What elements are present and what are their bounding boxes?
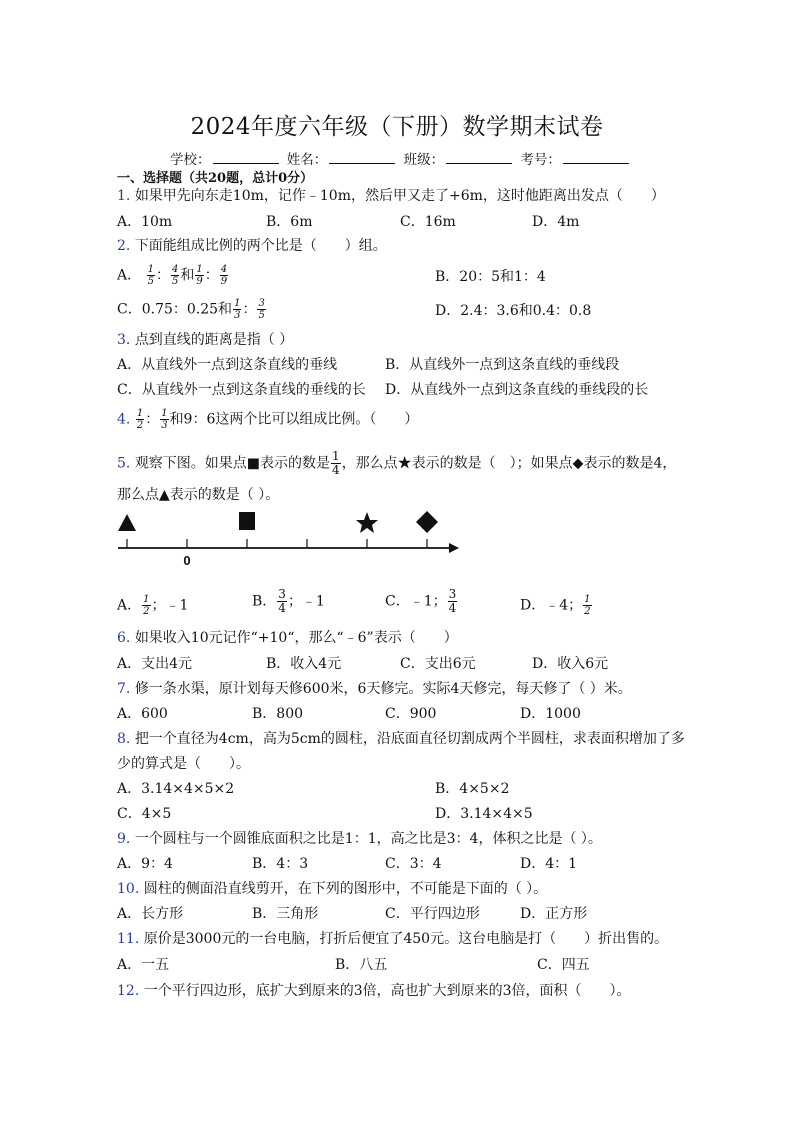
- q5-option-c[interactable]: [385, 588, 458, 615]
- q10-option-b[interactable]: B．三角形: [252, 906, 319, 922]
- question-6: [117, 629, 458, 647]
- triangle-marker-icon: [118, 514, 136, 531]
- question-9: [117, 830, 602, 848]
- q10-option-a[interactable]: A．长方形: [117, 906, 184, 922]
- q9-option-b[interactable]: B．4：3: [252, 856, 309, 872]
- question-text: 修一条水渠，原计划每天修600米，6天修完。实际4天修完，每天修了（ ）米。: [134, 681, 632, 697]
- option-prefix: A．: [117, 267, 142, 284]
- q7-option-a[interactable]: A．600: [117, 706, 168, 722]
- q2-option-d[interactable]: D．2.4：3.6和0.4：0.8: [435, 303, 592, 319]
- question-number: 5.: [117, 455, 131, 472]
- q9-option-c[interactable]: C．3：4: [385, 856, 442, 872]
- q10-option-c[interactable]: C．平行四边形: [385, 906, 480, 922]
- q6-option-d[interactable]: D．收入6元: [532, 656, 609, 672]
- star-marker-icon: [356, 512, 378, 533]
- question-number: 3.: [117, 332, 131, 348]
- question-number: 12.: [117, 983, 140, 999]
- question-number: 1.: [117, 188, 131, 204]
- question-number: 4.: [117, 411, 131, 428]
- q3-option-b[interactable]: B．从直线外一点到这条直线的垂线段: [385, 357, 620, 373]
- fraction: $\frac{3}{5}$: [258, 298, 265, 321]
- square-marker-icon: [239, 512, 255, 530]
- question-text: 原价是3000元的一台电脑，打折后便宜了450元。这台电脑是打（ ）折出售的。: [143, 931, 669, 947]
- q8-option-c[interactable]: C．4×5: [117, 806, 172, 822]
- q11-option-c[interactable]: C．四五: [537, 957, 590, 973]
- school-blank[interactable]: [213, 150, 279, 164]
- q1-option-b[interactable]: B．6m: [266, 214, 313, 230]
- question-number: 2.: [117, 238, 131, 254]
- axis-arrow-icon: [449, 543, 459, 553]
- question-text: 圆柱的侧面沿直线剪开，在下列的图形中，不可能是下面的（ ）。: [143, 881, 548, 897]
- question-number: 11.: [117, 931, 140, 947]
- option-prefix: C．﹣1；: [385, 593, 447, 610]
- question-text: 如果收入10元记作“+10“，那么“﹣6”表示（ ）: [134, 630, 458, 646]
- q2-option-c[interactable]: C．0.75：0.25和 $\frac{1}{3}$ ： $\frac{3}{5}$: [117, 298, 265, 321]
- fraction: $\frac{1}{2}$: [136, 408, 144, 431]
- q2-option-b[interactable]: B．20：5和1：4: [435, 269, 546, 285]
- fraction: $\frac{4}{5}$: [171, 264, 179, 287]
- question-text: 下面能组成比例的两个比是（ ）组。: [134, 238, 387, 254]
- fraction: $\frac{1}{2}$: [584, 594, 591, 617]
- q9-option-d[interactable]: D．4：1: [520, 856, 578, 872]
- q8-option-b[interactable]: B．4×5×2: [435, 781, 510, 797]
- question-4: 4. $\frac{1}{2}$ ： $\frac{1}{3}$ 和9：6这两个比可以组成比例。（ ）: [117, 408, 419, 431]
- question-text: 一个圆柱与一个圆锥底面积之比是1：1，高之比是3：4，体积之比是（ ）。: [134, 831, 602, 847]
- zero-label: 0: [183, 553, 191, 568]
- school-label: 学校：: [170, 152, 211, 168]
- student-info-line: [170, 148, 633, 168]
- question-text: 和9：6这两个比可以组成比例。（ ）: [169, 411, 419, 428]
- question-3: [117, 331, 293, 349]
- question-7: [117, 680, 632, 698]
- class-blank[interactable]: [446, 150, 512, 164]
- q8-option-d[interactable]: D．3.14×4×5: [435, 806, 533, 822]
- exam-title: 2024年度六年级（下册）数学期末试卷: [190, 114, 604, 140]
- question-text: 如果甲先向东走10m，记作﹣10m，然后甲又走了+6m，这时他距离出发点（ ）: [134, 188, 665, 204]
- id-label: 考号：: [520, 152, 561, 168]
- question-text: 把一个直径为4cm，高为5cm的圆柱，沿底面直径切割成两个半圆柱，求表面积增加了多: [134, 731, 685, 747]
- q7-option-c[interactable]: C．900: [385, 706, 437, 722]
- class-label: 班级：: [403, 152, 445, 168]
- question-number: 8.: [117, 731, 131, 747]
- q1-option-a[interactable]: A．10m: [117, 214, 173, 230]
- fraction: $\frac{1}{3}$: [161, 408, 168, 431]
- q7-option-b[interactable]: B．800: [252, 706, 304, 722]
- question-11: [117, 930, 668, 948]
- fraction: $\frac{3}{4}$: [278, 587, 286, 615]
- q2-option-a[interactable]: A． $\frac{1}{5}$ ： $\frac{4}{5}$ 和 $\frac{1}{9}$ ： $\frac{4}{9}$: [117, 264, 228, 287]
- q8-option-a[interactable]: A．3.14×4×5×2: [117, 781, 235, 797]
- question-10: [117, 880, 547, 898]
- option-prefix: B．: [252, 593, 277, 610]
- name-blank[interactable]: [329, 150, 395, 164]
- question-8: [117, 730, 685, 748]
- q6-option-a[interactable]: A．支出4元: [117, 656, 193, 672]
- q5-option-b[interactable]: B． $\frac{3}{4}$ ；﹣1: [252, 587, 325, 615]
- name-label: 姓名：: [286, 152, 328, 168]
- q6-option-c[interactable]: C．支出6元: [400, 656, 476, 672]
- question-1: [117, 187, 665, 205]
- fraction: $\frac{1}{5}$: [147, 264, 154, 287]
- q10-option-d[interactable]: D．正方形: [520, 906, 588, 922]
- q1-option-d[interactable]: D．4m: [532, 214, 580, 230]
- q6-option-b[interactable]: B．收入4元: [266, 656, 342, 672]
- option-prefix: A．: [117, 597, 142, 614]
- question-text: 点到直线的距离是指（ ）: [134, 332, 294, 348]
- id-blank[interactable]: [563, 150, 629, 164]
- number-line-figure: [110, 505, 470, 575]
- question-8-cont: 少的算式是（ ）。: [117, 756, 250, 772]
- question-5: [117, 450, 676, 477]
- question-text: 观察下图。如果点■表示的数是: [134, 455, 331, 472]
- fraction: $\frac{1}{9}$: [196, 264, 203, 287]
- question-text: ，那么点★表示的数是（ ）；如果点◆表示的数是4，: [341, 455, 677, 472]
- q3-option-c[interactable]: C．从直线外一点到这条直线的垂线的长: [117, 382, 366, 398]
- question-number: 7.: [117, 681, 131, 697]
- q7-option-d[interactable]: D．1000: [520, 706, 581, 722]
- question-text: 一个平行四边形，底扩大到原来的3倍，高也扩大到原来的3倍，面积（ ）。: [143, 983, 631, 999]
- q5-option-d[interactable]: [520, 594, 593, 617]
- fraction: $\frac{1}{4}$: [332, 449, 340, 477]
- q11-option-b[interactable]: B．八五: [335, 957, 388, 973]
- fraction: $\frac{4}{9}$: [220, 264, 228, 287]
- question-number: 10.: [117, 881, 140, 897]
- fraction: $\frac{3}{4}$: [448, 587, 457, 615]
- question-number: 6.: [117, 630, 131, 646]
- q3-option-d[interactable]: D．从直线外一点到这条直线的垂线段的长: [385, 382, 649, 398]
- question-5-cont: 那么点▲表示的数是（ ）。: [117, 487, 280, 503]
- option-prefix: D．﹣4；: [520, 597, 583, 614]
- q1-option-c[interactable]: C．16m: [400, 214, 456, 230]
- q9-option-a[interactable]: A．9：4: [117, 856, 173, 872]
- diamond-marker-icon: [416, 511, 438, 533]
- question-number: 9.: [117, 831, 131, 847]
- q11-option-a[interactable]: A．一五: [117, 957, 170, 973]
- question-2: [117, 237, 387, 255]
- section-heading: 一、选择题（共20题，总计0分）: [117, 171, 314, 186]
- option-prefix: C．0.75：0.25和: [117, 301, 233, 318]
- fraction: $\frac{1}{2}$: [143, 594, 150, 617]
- question-12: [117, 982, 631, 1000]
- q3-option-a[interactable]: A．从直线外一点到这条直线的垂线: [117, 357, 338, 373]
- q5-option-a[interactable]: A． $\frac{1}{2}$ ；﹣1: [117, 594, 189, 617]
- fraction: $\frac{1}{3}$: [234, 298, 241, 321]
